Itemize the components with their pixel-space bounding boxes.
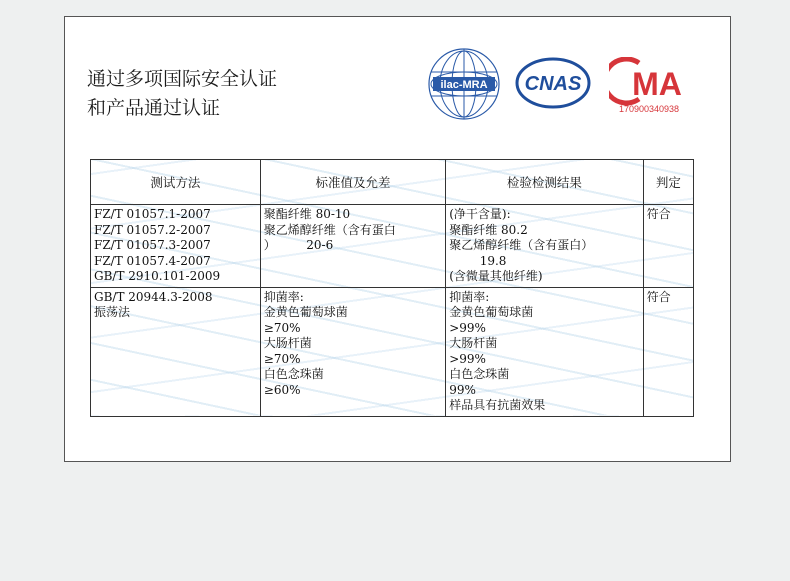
result-line: 白色念珠菌 bbox=[449, 367, 510, 381]
header-standard-tolerance: 标准值及允差 bbox=[260, 160, 445, 205]
cma-logo-text: MA bbox=[632, 66, 682, 102]
result-line: 聚乙烯醇纤维（含有蛋白） bbox=[449, 238, 594, 252]
heading-line-2: 和产品通过认证 bbox=[87, 97, 221, 119]
ilac-logo-text: ilac-MRA bbox=[440, 79, 488, 91]
result-line: 聚酯纤维 80.2 bbox=[449, 222, 528, 237]
header-test-method: 测试方法 bbox=[91, 160, 261, 205]
method-line: GB/T 20944.3-2008 bbox=[94, 289, 213, 304]
standard-line: ≥60% bbox=[263, 382, 301, 397]
verdict-text: 符合 bbox=[646, 289, 671, 304]
standard-line: 聚乙烯醇纤维（含有蛋白 bbox=[263, 222, 396, 237]
heading-line-1: 通过多项国际安全认证 bbox=[87, 68, 278, 90]
standard-line: 大肠杆菌 bbox=[263, 336, 312, 350]
standard-line: 白色念珠菌 bbox=[263, 367, 324, 381]
method-line: GB/T 2910.101-2009 bbox=[94, 269, 221, 283]
standard-line: 抑菌率: bbox=[263, 289, 304, 304]
table-header-row bbox=[91, 160, 694, 205]
header-test-result: 检验检测结果 bbox=[446, 160, 643, 205]
cnas-logo-text: CNAS bbox=[524, 73, 582, 95]
cell-method bbox=[91, 205, 261, 288]
cell-verdict bbox=[643, 287, 693, 416]
cell-result bbox=[446, 287, 643, 416]
table-row bbox=[91, 287, 694, 416]
verdict-text: 符合 bbox=[646, 207, 671, 221]
method-line: 振荡法 bbox=[94, 305, 131, 319]
standard-line: 聚酯纤维 80-10 bbox=[263, 207, 351, 221]
result-line: (净干含量): bbox=[449, 207, 511, 221]
result-line: >99% bbox=[449, 351, 486, 366]
result-line: 99% bbox=[449, 382, 476, 397]
cma-certificate-number: 170900340938 bbox=[618, 104, 680, 114]
standard-line: ） 20-6 bbox=[263, 238, 334, 252]
cell-verdict bbox=[643, 205, 693, 288]
cell-method bbox=[91, 287, 261, 416]
method-line: FZ/T 01057.1-2007 bbox=[94, 207, 211, 221]
standard-line: ≥70% bbox=[263, 320, 301, 335]
result-line: 样品具有抗菌效果 bbox=[449, 398, 546, 412]
header-verdict: 判定 bbox=[643, 160, 693, 205]
result-line: 19.8 bbox=[449, 253, 507, 268]
certification-heading bbox=[87, 65, 277, 123]
cell-standard bbox=[260, 287, 445, 416]
cell-standard bbox=[260, 205, 445, 288]
result-line: 抑菌率: bbox=[449, 289, 490, 304]
result-line: (含微量其他纤维) bbox=[449, 269, 543, 283]
method-line: FZ/T 01057.4-2007 bbox=[94, 253, 211, 268]
cell-result bbox=[446, 205, 643, 288]
result-line: >99% bbox=[449, 320, 486, 335]
cnas-logo bbox=[515, 57, 591, 109]
table-row bbox=[91, 205, 694, 288]
test-results-table bbox=[90, 159, 694, 417]
ilac-mra-logo bbox=[427, 47, 501, 121]
certification-card bbox=[64, 16, 731, 462]
result-line: 金黄色葡萄球菌 bbox=[449, 305, 534, 319]
result-line: 大肠杆菌 bbox=[449, 336, 498, 350]
standard-line: ≥70% bbox=[263, 351, 301, 366]
method-line: FZ/T 01057.3-2007 bbox=[94, 238, 211, 252]
standard-line: 金黄色葡萄球菌 bbox=[263, 305, 348, 319]
method-line: FZ/T 01057.2-2007 bbox=[94, 222, 211, 237]
